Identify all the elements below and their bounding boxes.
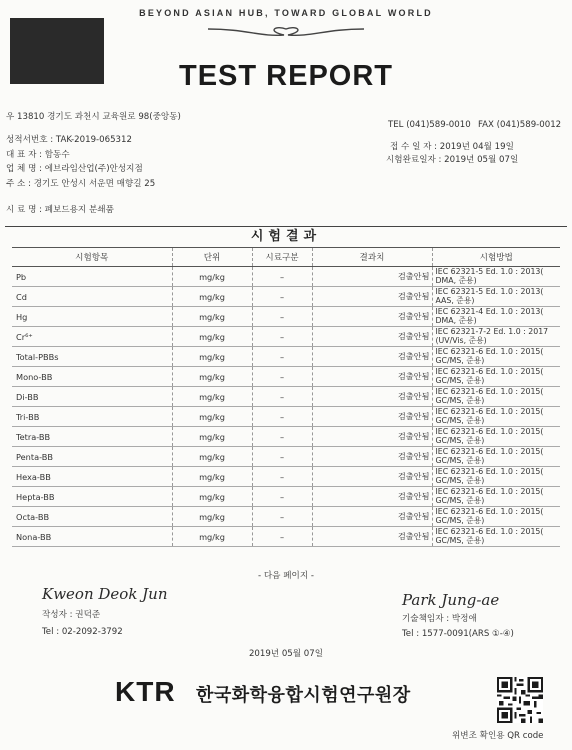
qr-caption: 위변조 확인용 QR code <box>452 731 544 741</box>
sample-name: 시 료 명 : 폐보드용지 분쇄품 <box>6 205 114 215</box>
result-cell: 검출안됨 <box>312 267 432 287</box>
table-row <box>12 267 560 287</box>
item-cell: Mono-BB <box>12 367 172 387</box>
results-table <box>12 247 560 547</box>
tech-signature: Park Jung-ae <box>402 591 500 609</box>
method-cell: IEC 62321-6 Ed. 1.0 : 2015( GC/MS, 준용) <box>432 467 560 487</box>
tech-tel: Tel : 1577-0091(ARS ①-④) <box>402 629 514 639</box>
unit-cell: mg/kg <box>172 487 252 507</box>
result-cell: 검출안됨 <box>312 467 432 487</box>
table-header-row <box>12 248 560 267</box>
col-header-unit: 단위 <box>172 248 252 267</box>
result-cell: 검출안됨 <box>312 287 432 307</box>
lab-tel: TEL (041)589-0010 <box>388 120 471 130</box>
received-date: 접 수 일 자 : 2019년 04월 19일 <box>390 142 514 152</box>
class-cell: – <box>252 467 312 487</box>
results-body <box>12 267 560 547</box>
table-row <box>12 347 560 367</box>
class-cell: – <box>252 367 312 387</box>
completed-date: 시험완료일자 : 2019년 05월 07일 <box>386 155 519 165</box>
item-cell: Octa-BB <box>12 507 172 527</box>
class-cell: – <box>252 307 312 327</box>
method-cell: IEC 62321-6 Ed. 1.0 : 2015( GC/MS, 준용) <box>432 407 560 427</box>
issue-date: 2019년 05월 07일 <box>248 649 324 659</box>
table-row <box>12 327 560 347</box>
item-cell: Nona-BB <box>12 527 172 547</box>
table-row <box>12 487 560 507</box>
table-row <box>12 467 560 487</box>
col-header-item: 시험항목 <box>12 248 172 267</box>
table-row <box>12 407 560 427</box>
class-cell: – <box>252 267 312 287</box>
item-cell: Cr⁶⁺ <box>12 327 172 347</box>
class-cell: – <box>252 427 312 447</box>
unit-cell: mg/kg <box>172 407 252 427</box>
method-cell: IEC 62321-5 Ed. 1.0 : 2013( DMA, 준용) <box>432 267 560 287</box>
ktr-logo: KTR <box>115 676 176 707</box>
unit-cell: mg/kg <box>172 307 252 327</box>
result-cell: 검출안됨 <box>312 367 432 387</box>
unit-cell: mg/kg <box>172 467 252 487</box>
tech-label: 기술책임자 : 박정애 <box>402 614 477 624</box>
page-title: TEST REPORT <box>178 60 393 92</box>
result-cell: 검출안됨 <box>312 307 432 327</box>
class-cell: – <box>252 287 312 307</box>
representative: 대 표 자 : 함동수 <box>6 150 70 160</box>
col-header-class: 시료구분 <box>252 248 312 267</box>
result-cell: 검출안됨 <box>312 487 432 507</box>
method-cell: IEC 62321-6 Ed. 1.0 : 2015( GC/MS, 준용) <box>432 347 560 367</box>
report-number: 성적서번호 : TAK-2019-065312 <box>6 135 132 145</box>
next-page-note: - 다음 페이지 - <box>258 571 314 581</box>
result-cell: 검출안됨 <box>312 387 432 407</box>
class-cell: – <box>252 347 312 367</box>
writer-signature: Kweon Deok Jun <box>42 585 168 603</box>
col-header-method: 시험방법 <box>432 248 560 267</box>
class-cell: – <box>252 507 312 527</box>
result-cell: 검출안됨 <box>312 327 432 347</box>
result-cell: 검출안됨 <box>312 347 432 367</box>
table-row <box>12 387 560 407</box>
results-section-title: 시험결과 <box>5 226 567 247</box>
table-row <box>12 507 560 527</box>
unit-cell: mg/kg <box>172 347 252 367</box>
method-cell: IEC 62321-6 Ed. 1.0 : 2015( GC/MS, 준용) <box>432 487 560 507</box>
item-cell: Hexa-BB <box>12 467 172 487</box>
class-cell: – <box>252 487 312 507</box>
method-cell: IEC 62321-4 Ed. 1.0 : 2013( DMA, 준용) <box>432 307 560 327</box>
method-cell: IEC 62321-7-2 Ed. 1.0 : 2017 (UV/Vis, 준용) <box>432 327 560 347</box>
item-cell: Penta-BB <box>12 447 172 467</box>
item-cell: Hg <box>12 307 172 327</box>
table-row <box>12 367 560 387</box>
unit-cell: mg/kg <box>172 447 252 467</box>
table-row <box>12 307 560 327</box>
lab-address: 우 13810 경기도 과천시 교육원로 98(중앙동) <box>6 112 181 122</box>
class-cell: – <box>252 527 312 547</box>
table-row <box>12 427 560 447</box>
unit-cell: mg/kg <box>172 387 252 407</box>
unit-cell: mg/kg <box>172 367 252 387</box>
class-cell: – <box>252 327 312 347</box>
result-cell: 검출안됨 <box>312 507 432 527</box>
company-address: 주 소 : 경기도 안성시 서운면 매향길 25 <box>6 179 156 189</box>
company-name: 업 체 명 : 에브라임산업(주)안성지점 <box>6 164 143 174</box>
header-motto: BEYOND ASIAN HUB, TOWARD GLOBAL WORLD <box>139 8 433 18</box>
method-cell: IEC 62321-6 Ed. 1.0 : 2015( GC/MS, 준용) <box>432 447 560 467</box>
item-cell: Total-PBBs <box>12 347 172 367</box>
item-cell: Cd <box>12 287 172 307</box>
method-cell: IEC 62321-6 Ed. 1.0 : 2015( GC/MS, 준용) <box>432 527 560 547</box>
result-cell: 검출안됨 <box>312 527 432 547</box>
writer-label: 작성자 : 권덕준 <box>42 610 101 620</box>
class-cell: – <box>252 407 312 427</box>
item-cell: Di-BB <box>12 387 172 407</box>
unit-cell: mg/kg <box>172 287 252 307</box>
item-cell: Tri-BB <box>12 407 172 427</box>
col-header-result: 결과치 <box>312 248 432 267</box>
class-cell: – <box>252 447 312 467</box>
result-cell: 검출안됨 <box>312 427 432 447</box>
item-cell: Hepta-BB <box>12 487 172 507</box>
unit-cell: mg/kg <box>172 427 252 447</box>
writer-tel: Tel : 02-2092-3792 <box>42 627 123 637</box>
item-cell: Tetra-BB <box>12 427 172 447</box>
unit-cell: mg/kg <box>172 527 252 547</box>
qr-code-icon[interactable] <box>497 677 543 723</box>
method-cell: IEC 62321-6 Ed. 1.0 : 2015( GC/MS, 준용) <box>432 427 560 447</box>
method-cell: IEC 62321-5 Ed. 1.0 : 2013( AAS, 준용) <box>432 287 560 307</box>
class-cell: – <box>252 387 312 407</box>
table-row <box>12 527 560 547</box>
method-cell: IEC 62321-6 Ed. 1.0 : 2015( GC/MS, 준용) <box>432 387 560 407</box>
unit-cell: mg/kg <box>172 267 252 287</box>
item-cell: Pb <box>12 267 172 287</box>
table-row <box>12 287 560 307</box>
unit-cell: mg/kg <box>172 507 252 527</box>
result-cell: 검출안됨 <box>312 447 432 467</box>
institute-name: 한국화학융합시험연구원장 <box>196 685 411 706</box>
ornament-swirl <box>206 23 366 43</box>
lab-fax: FAX (041)589-0012 <box>478 120 562 130</box>
unit-cell: mg/kg <box>172 327 252 347</box>
method-cell: IEC 62321-6 Ed. 1.0 : 2015( GC/MS, 준용) <box>432 367 560 387</box>
result-cell: 검출안됨 <box>312 407 432 427</box>
table-row <box>12 447 560 467</box>
method-cell: IEC 62321-6 Ed. 1.0 : 2015( GC/MS, 준용) <box>432 507 560 527</box>
